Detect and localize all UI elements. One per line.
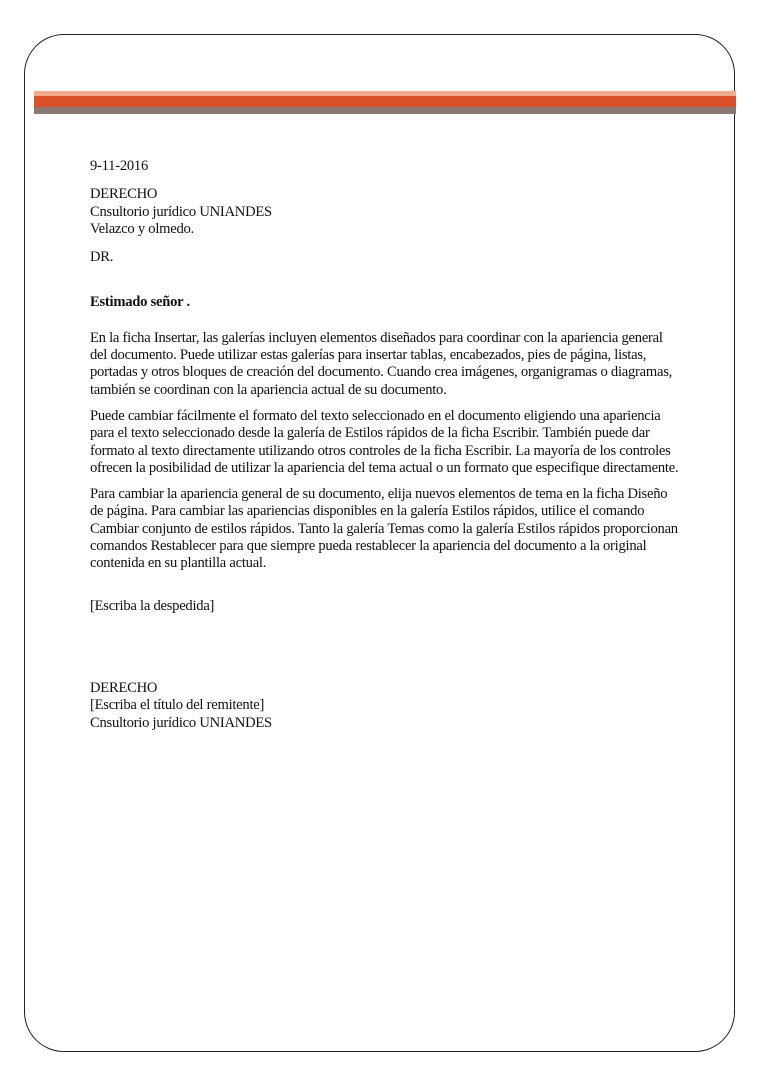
header-band-main [34, 96, 736, 107]
recipient-block [90, 186, 680, 238]
body-paragraph-2: Puede cambiar fácilmente el formato del texto seleccionado en el documento eligiendo una apariencia para el texto seleccionado desde la galería de Estilos rápidos de la ficha Escribir. También puede dar formato al texto directamente utilizando otros controles de la ficha Escribir. La mayoría de los controles ofrecen la posibilidad de utilizar la apariencia del tema actual o un formato que especifique directamente. [90, 407, 679, 476]
letter-body [90, 158, 680, 732]
header-band-dark [34, 107, 736, 114]
letter-date: 9-11-2016 [90, 158, 149, 174]
recipient-line-3: Velazco y olmedo. [90, 220, 194, 237]
signature-block [90, 680, 680, 732]
closing-placeholder: [Escriba la despedida] [90, 597, 215, 614]
recipient-title: DR. [90, 249, 114, 266]
signature-line-1: DERECHO [90, 679, 158, 696]
body-paragraph-3: Para cambiar la apariencia general de su documento, elija nuevos elementos de tema en la ficha Diseño de página. Para cambiar las apariencias disponibles en la galería Estilos rápidos, utilice el comando Cambiar conjunto de estilos rápidos. Tanto la galería Temas como la galería Estilos rápidos proporcionan comandos Restablecer para que siempre pueda restablecer la apariencia del documento a la original contenida en su plantilla actual. [90, 486, 678, 572]
greeting: Estimado señor . [90, 294, 190, 311]
signature-line-2: [Escriba el título del remitente] [90, 697, 265, 714]
body-paragraph-1: En la ficha Insertar, las galerías incluyen elementos diseñados para coordinar con la apariencia general del documento. Puede utilizar estas galerías para insertar tablas, encabezados, pies de página, listas, portadas y otros bloques de creación del documento. Cuando crea imágenes, organigramas o diagramas, también se coordinan con la apariencia actual de su documento. [90, 329, 673, 398]
recipient-line-2: Cnsultorio jurídico UNIANDES [90, 203, 272, 220]
recipient-line-1: DERECHO [90, 186, 158, 203]
signature-line-3: Cnsultorio jurídico UNIANDES [90, 714, 272, 731]
